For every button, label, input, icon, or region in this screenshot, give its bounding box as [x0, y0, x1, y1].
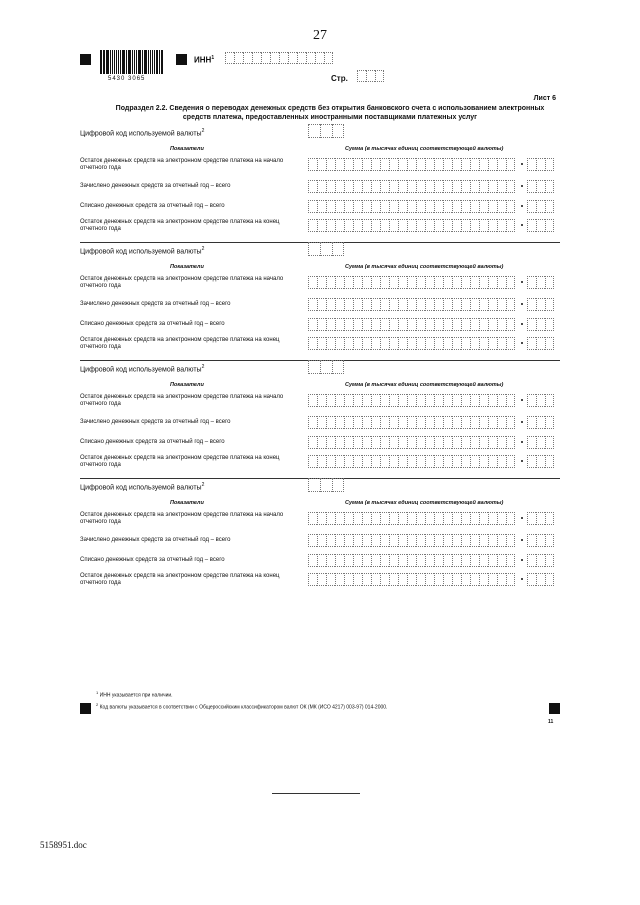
- amount-integer-cells[interactable]: [308, 455, 515, 468]
- barcode-bar: [150, 50, 151, 74]
- decimal-point: [521, 205, 523, 207]
- indicator-label: Остаток денежных средств на электронном средстве платежа на начало отчетного года: [80, 276, 284, 289]
- indicator-label: Остаток денежных средств на электронном средстве платежа на конец отчетного года: [80, 219, 280, 232]
- currency-code-label: [80, 364, 204, 373]
- inn-label: [194, 55, 214, 65]
- barcode-digits: 5430 3065: [108, 76, 146, 82]
- barcode-bar: [100, 50, 102, 74]
- indicator-label: Списано денежных средств за отчетный год – всего: [80, 557, 225, 563]
- amount-fraction-cells[interactable]: [527, 416, 554, 429]
- barcode-bar: [112, 50, 114, 74]
- barcode-bar: [120, 50, 121, 74]
- amount-fraction-cells[interactable]: [527, 200, 554, 213]
- indicator-row: [80, 436, 560, 456]
- barcode-bar: [116, 50, 117, 74]
- decimal-point: [521, 323, 523, 325]
- decimal-point: [521, 185, 523, 187]
- indicator-row: [80, 455, 560, 475]
- amount-integer-cells[interactable]: [308, 554, 515, 567]
- page-cells[interactable]: [357, 70, 384, 82]
- decimal-point: [521, 303, 523, 305]
- amount-fraction-cells[interactable]: [527, 573, 554, 586]
- amount-integer-cells[interactable]: [308, 180, 515, 193]
- corner-marker-top-left: [80, 54, 91, 65]
- indicator-label: Зачислено денежных средств за отчетный год – всего: [80, 301, 231, 307]
- barcode-bar: [136, 50, 138, 74]
- currency-code-cells[interactable]: [308, 478, 344, 492]
- indicator-label: Зачислено денежных средств за отчетный год – всего: [80, 419, 231, 425]
- bottom-separator: [272, 793, 360, 794]
- inn-label-text: ИНН: [194, 55, 212, 65]
- column-header-indicators: Показатели: [170, 146, 204, 152]
- indicator-label: Списано денежных средств за отчетный год – всего: [80, 321, 225, 327]
- corner-marker-bottom-right: [549, 703, 560, 714]
- indicator-label: Зачислено денежных средств за отчетный год – всего: [80, 537, 231, 543]
- indicator-row: [80, 512, 560, 532]
- barcode-bar: [142, 50, 143, 74]
- amount-integer-cells[interactable]: [308, 276, 515, 289]
- indicator-row: [80, 200, 560, 220]
- barcode-bar: [156, 50, 158, 74]
- currency-code-sup: 2: [201, 128, 205, 134]
- currency-code-cells[interactable]: [308, 124, 344, 138]
- document-filename: 5158951.doc: [40, 840, 87, 850]
- indicator-label: Остаток денежных средств на электронном средстве платежа на конец отчетного года: [80, 573, 280, 586]
- footnote-1: [96, 690, 173, 699]
- barcode-bar: [129, 50, 131, 74]
- amount-fraction-cells[interactable]: [527, 318, 554, 331]
- amount-integer-cells[interactable]: [308, 298, 515, 311]
- amount-fraction-cells[interactable]: [527, 337, 554, 350]
- amount-integer-cells[interactable]: [308, 200, 515, 213]
- header-marker: [176, 54, 187, 65]
- footnote-2-text: Код валюты указывается в соответствии с Общероссийским классификатором валют ОК (МК (ИСО 4217) 003-97) 014-2000.: [99, 704, 388, 711]
- indicator-row: [80, 337, 560, 357]
- barcode-bar: [118, 50, 120, 74]
- currency-code-sup: 2: [201, 246, 205, 252]
- decimal-point: [521, 224, 523, 226]
- amount-fraction-cells[interactable]: [527, 158, 554, 171]
- barcode-bar: [161, 50, 163, 74]
- currency-code-label: [80, 128, 204, 137]
- amount-fraction-cells[interactable]: [527, 534, 554, 547]
- inn-cells[interactable]: [225, 52, 333, 64]
- indicator-row: [80, 219, 560, 239]
- amount-fraction-cells[interactable]: [527, 436, 554, 449]
- amount-integer-cells[interactable]: [308, 219, 515, 232]
- currency-code-label-text: Цифровой код используемой валюты: [80, 248, 202, 256]
- barcode-bar: [152, 50, 154, 74]
- corner-mark: 11: [548, 719, 554, 725]
- barcode-bar: [154, 50, 155, 74]
- decimal-point: [521, 281, 523, 283]
- indicator-label: Остаток денежных средств на электронном средстве платежа на конец отчетного года: [80, 337, 280, 350]
- amount-fraction-cells[interactable]: [527, 512, 554, 525]
- amount-fraction-cells[interactable]: [527, 276, 554, 289]
- decimal-point: [521, 559, 523, 561]
- amount-integer-cells[interactable]: [308, 394, 515, 407]
- currency-code-cells[interactable]: [308, 360, 344, 374]
- indicator-row: [80, 180, 560, 200]
- currency-code-sup: 2: [201, 482, 205, 488]
- amount-integer-cells[interactable]: [308, 573, 515, 586]
- corner-marker-bottom-left: [80, 703, 91, 714]
- indicator-row: [80, 276, 560, 296]
- indicator-row: [80, 158, 560, 178]
- amount-fraction-cells[interactable]: [527, 219, 554, 232]
- currency-code-label: [80, 482, 204, 491]
- amount-fraction-cells[interactable]: [527, 455, 554, 468]
- indicator-label: Остаток денежных средств на электронном средстве платежа на начало отчетного года: [80, 394, 284, 407]
- currency-code-sup: 2: [201, 364, 205, 370]
- indicator-row: [80, 318, 560, 338]
- indicator-label: Списано денежных средств за отчетный год – всего: [80, 439, 225, 445]
- amount-fraction-cells[interactable]: [527, 554, 554, 567]
- indicator-row: [80, 416, 560, 436]
- decimal-point: [521, 342, 523, 344]
- indicator-label: Остаток денежных средств на электронном средстве платежа на начало отчетного года: [80, 512, 284, 525]
- barcode: [100, 50, 164, 74]
- barcode-bar: [104, 50, 105, 74]
- indicator-row: [80, 534, 560, 554]
- footnote-2: [96, 702, 387, 711]
- barcode-bar: [106, 50, 108, 74]
- decimal-point: [521, 441, 523, 443]
- indicator-label: Зачислено денежных средств за отчетный год – всего: [80, 183, 231, 189]
- amount-integer-cells[interactable]: [308, 534, 515, 547]
- amount-fraction-cells[interactable]: [527, 394, 554, 407]
- decimal-point: [521, 517, 523, 519]
- column-header-amount: Сумма (в тысячах единиц соответствующей валюты): [345, 382, 504, 388]
- amount-integer-cells[interactable]: [308, 416, 515, 429]
- decimal-point: [521, 421, 523, 423]
- decimal-point: [521, 163, 523, 165]
- inn-superscript: 1: [211, 55, 215, 61]
- currency-code-label-text: Цифровой код используемой валюты: [80, 366, 202, 374]
- barcode-bar: [103, 50, 104, 74]
- barcode-bar: [122, 50, 124, 74]
- currency-code-label: [80, 246, 204, 255]
- column-header-amount: Сумма (в тысячах единиц соответствующей валюты): [345, 500, 504, 506]
- column-header-indicators: Показатели: [170, 500, 204, 506]
- amount-integer-cells[interactable]: [308, 512, 515, 525]
- barcode-bar: [132, 50, 133, 74]
- decimal-point: [521, 399, 523, 401]
- indicator-row: [80, 573, 560, 593]
- column-header-indicators: Показатели: [170, 264, 204, 270]
- indicator-row: [80, 554, 560, 574]
- column-header-indicators: Показатели: [170, 382, 204, 388]
- barcode-bar: [148, 50, 149, 74]
- indicator-label: Остаток денежных средств на электронном средстве платежа на конец отчетного года: [80, 455, 280, 468]
- currency-code-label-text: Цифровой код используемой валюты: [80, 484, 202, 492]
- column-header-amount: Сумма (в тысячах единиц соответствующей валюты): [345, 264, 504, 270]
- amount-fraction-cells[interactable]: [527, 180, 554, 193]
- barcode-bar: [145, 50, 147, 74]
- page-label: Стр.: [331, 74, 348, 83]
- barcode-bar: [138, 50, 140, 74]
- barcode-bar: [114, 50, 115, 74]
- page-number: 27: [313, 28, 327, 43]
- barcode-bar: [126, 50, 127, 74]
- decimal-point: [521, 460, 523, 462]
- decimal-point: [521, 539, 523, 541]
- barcode-bar: [128, 50, 129, 74]
- decimal-point: [521, 578, 523, 580]
- amount-integer-cells[interactable]: [308, 318, 515, 331]
- footnote-1-text: ИНН указывается при наличии.: [99, 692, 173, 699]
- footnote-2-num: 2: [96, 702, 99, 707]
- amount-fraction-cells[interactable]: [527, 298, 554, 311]
- barcode-bar: [134, 50, 135, 74]
- indicator-label: Остаток денежных средств на электронном средстве платежа на начало отчетного года: [80, 158, 284, 171]
- currency-code-label-text: Цифровой код используемой валюты: [80, 130, 202, 138]
- sheet-label: Лист 6: [533, 95, 556, 102]
- indicator-label: Списано денежных средств за отчетный год – всего: [80, 203, 225, 209]
- amount-integer-cells[interactable]: [308, 337, 515, 350]
- barcode-bar: [110, 50, 111, 74]
- column-header-amount: Сумма (в тысячах единиц соответствующей валюты): [345, 146, 504, 152]
- amount-integer-cells[interactable]: [308, 436, 515, 449]
- barcode-bar: [144, 50, 145, 74]
- indicator-row: [80, 394, 560, 414]
- footnote-1-num: 1: [96, 690, 99, 695]
- barcode-bar: [159, 50, 160, 74]
- subsection-heading: Подраздел 2.2. Сведения о переводах денежных средств без открытия банковского счета с использованием электронных средств платежа, предоставленных иностранными поставщиками платежных услуг: [115, 105, 545, 121]
- amount-integer-cells[interactable]: [308, 158, 515, 171]
- indicator-row: [80, 298, 560, 318]
- currency-code-cells[interactable]: [308, 242, 344, 256]
